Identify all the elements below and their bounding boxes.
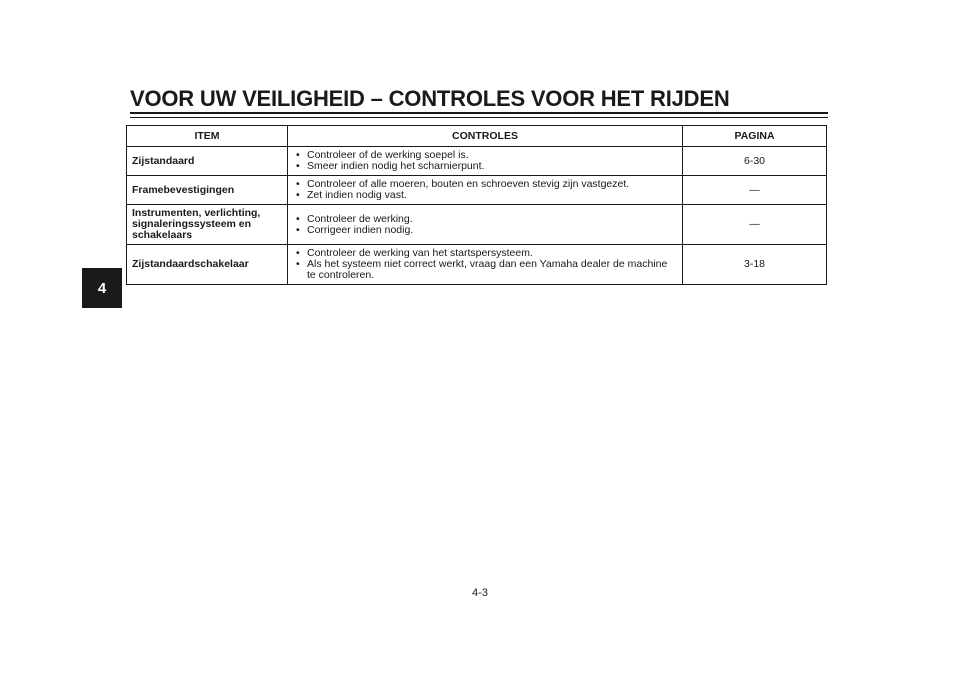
- control-item: • Als het systeem niet correct werkt, vraag dan een Yamaha dealer de machine te controleren.: [307, 259, 677, 281]
- item-cell: Zijstandaardschakelaar: [127, 245, 288, 285]
- table-row: [127, 147, 827, 176]
- checks-table: [126, 125, 827, 285]
- table-row: [127, 245, 827, 285]
- page-title: VOOR UW VEILIGHEID – CONTROLES VOOR HET RIJDEN: [130, 86, 730, 111]
- control-item: • Corrigeer indien nodig.: [307, 225, 677, 236]
- page-ref-cell: 6-30: [683, 147, 827, 176]
- controls-cell: [288, 205, 683, 245]
- table-row: [127, 176, 827, 205]
- header-rule-thick: [130, 112, 828, 114]
- item-cell: Framebevestigingen: [127, 176, 288, 205]
- control-item: • Controleer of alle moeren, bouten en schroeven stevig zijn vastgezet.: [307, 179, 677, 190]
- control-item: • Zet indien nodig vast.: [307, 190, 677, 201]
- page-ref-cell: —: [683, 205, 827, 245]
- item-cell: Zijstandaard: [127, 147, 288, 176]
- item-cell: Instrumenten, verlichting, signaleringssysteem en schakelaars: [127, 205, 288, 245]
- page-ref-cell: 3-18: [683, 245, 827, 285]
- table-header-row: [127, 126, 827, 147]
- control-item: • Smeer indien nodig het scharnierpunt.: [307, 161, 677, 172]
- control-item: • Controleer of de werking soepel is.: [307, 150, 677, 161]
- page-number: 4-3: [472, 587, 488, 599]
- controls-cell: [288, 245, 683, 285]
- chapter-tab: 4: [82, 268, 122, 308]
- controls-cell: [288, 147, 683, 176]
- column-header-page: PAGINA: [683, 126, 827, 147]
- table-row: [127, 205, 827, 245]
- column-header-controls: CONTROLES: [288, 126, 683, 147]
- controls-cell: [288, 176, 683, 205]
- page-ref-cell: —: [683, 176, 827, 205]
- column-header-item: ITEM: [127, 126, 288, 147]
- control-item: • Controleer de werking van het startspersysteem.: [307, 248, 677, 259]
- control-item: • Controleer de werking.: [307, 214, 677, 225]
- header-rule-thin: [130, 117, 828, 118]
